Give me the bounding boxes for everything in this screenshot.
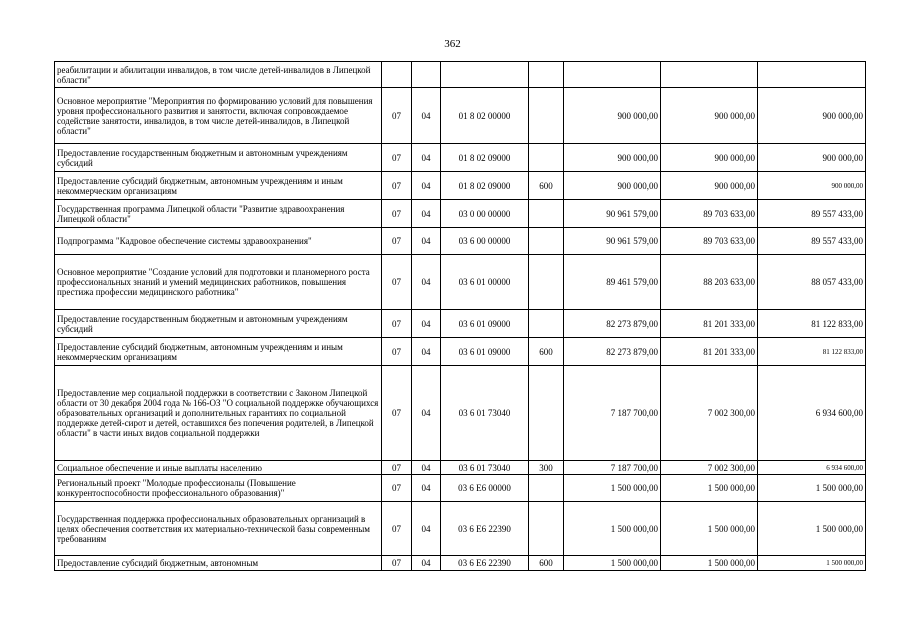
expense-type-code bbox=[529, 475, 564, 502]
subsection-code: 04 bbox=[412, 228, 441, 255]
expense-type-code: 600 bbox=[529, 556, 564, 571]
expense-type-code bbox=[529, 200, 564, 228]
target-article-code: 01 8 02 00000 bbox=[441, 88, 529, 144]
section-code: 07 bbox=[382, 475, 412, 502]
amount-year-2: 900 000,00 bbox=[661, 172, 758, 200]
amount-year-1: 90 961 579,00 bbox=[564, 200, 661, 228]
amount-year-1: 1 500 000,00 bbox=[564, 556, 661, 571]
expense-type-code bbox=[529, 366, 564, 461]
amount-year-2: 1 500 000,00 bbox=[661, 475, 758, 502]
amount-year-2 bbox=[661, 62, 758, 88]
row-name: Подпрограмма "Кадровое обеспечение системы здравоохранения" bbox=[55, 228, 382, 255]
row-name: Предоставление мер социальной поддержки в соответствии с Законом Липецкой области от 30 декабря 2004 года № 166-ОЗ "О социальной поддержке обучающихся образовательных организаций и дополнительных гарантиях по социальной поддержке детей-сирот и детей, оставшихся без попечения родителей, в Липецкой области" в части иных видов социальной поддержки bbox=[55, 366, 382, 461]
section-code: 07 bbox=[382, 310, 412, 338]
section-code: 07 bbox=[382, 255, 412, 310]
target-article-code: 03 0 00 00000 bbox=[441, 200, 529, 228]
amount-year-1: 7 187 700,00 bbox=[564, 461, 661, 475]
amount-year-3: 6 934 600,00 bbox=[758, 461, 866, 475]
subsection-code: 04 bbox=[412, 338, 441, 366]
section-code: 07 bbox=[382, 88, 412, 144]
amount-year-3: 89 557 433,00 bbox=[758, 228, 866, 255]
expense-type-code: 300 bbox=[529, 461, 564, 475]
amount-year-3: 88 057 433,00 bbox=[758, 255, 866, 310]
amount-year-1: 7 187 700,00 bbox=[564, 366, 661, 461]
table-row bbox=[55, 366, 866, 461]
target-article-code: 03 6 Е6 22390 bbox=[441, 556, 529, 571]
amount-year-2: 900 000,00 bbox=[661, 144, 758, 172]
amount-year-3: 89 557 433,00 bbox=[758, 200, 866, 228]
row-name: Социальное обеспечение и иные выплаты населению bbox=[55, 461, 382, 475]
budget-table-body bbox=[55, 62, 866, 571]
table-row bbox=[55, 338, 866, 366]
target-article-code: 01 8 02 09000 bbox=[441, 172, 529, 200]
row-name: Предоставление государственным бюджетным и автономным учреждениям субсидий bbox=[55, 144, 382, 172]
table-row bbox=[55, 461, 866, 475]
table-row bbox=[55, 475, 866, 502]
amount-year-3: 1 500 000,00 bbox=[758, 502, 866, 556]
section-code: 07 bbox=[382, 502, 412, 556]
subsection-code: 04 bbox=[412, 200, 441, 228]
subsection-code: 04 bbox=[412, 255, 441, 310]
amount-year-1 bbox=[564, 62, 661, 88]
target-article-code: 03 6 Е6 00000 bbox=[441, 475, 529, 502]
row-name: Предоставление субсидий бюджетным, автономным bbox=[55, 556, 382, 571]
section-code: 07 bbox=[382, 172, 412, 200]
section-code: 07 bbox=[382, 461, 412, 475]
subsection-code: 04 bbox=[412, 461, 441, 475]
subsection-code bbox=[412, 62, 441, 88]
table-row bbox=[55, 144, 866, 172]
row-name: Основное мероприятие "Создание условий для подготовки и планомерного роста профессиональных знаний и умений медицинских работников, повышения престижа профессии медицинского работника" bbox=[55, 255, 382, 310]
amount-year-1: 89 461 579,00 bbox=[564, 255, 661, 310]
table-row bbox=[55, 310, 866, 338]
amount-year-3: 1 500 000,00 bbox=[758, 556, 866, 571]
amount-year-2: 89 703 633,00 bbox=[661, 200, 758, 228]
amount-year-2: 81 201 333,00 bbox=[661, 310, 758, 338]
section-code: 07 bbox=[382, 228, 412, 255]
section-code: 07 bbox=[382, 366, 412, 461]
section-code: 07 bbox=[382, 200, 412, 228]
amount-year-2: 89 703 633,00 bbox=[661, 228, 758, 255]
amount-year-1: 82 273 879,00 bbox=[564, 310, 661, 338]
expense-type-code bbox=[529, 88, 564, 144]
amount-year-2: 7 002 300,00 bbox=[661, 366, 758, 461]
expense-type-code bbox=[529, 502, 564, 556]
target-article-code: 03 6 Е6 22390 bbox=[441, 502, 529, 556]
amount-year-3: 900 000,00 bbox=[758, 172, 866, 200]
table-row bbox=[55, 556, 866, 571]
amount-year-2: 81 201 333,00 bbox=[661, 338, 758, 366]
table-row bbox=[55, 200, 866, 228]
subsection-code: 04 bbox=[412, 310, 441, 338]
amount-year-2: 900 000,00 bbox=[661, 88, 758, 144]
amount-year-1: 1 500 000,00 bbox=[564, 502, 661, 556]
expense-type-code bbox=[529, 144, 564, 172]
amount-year-1: 900 000,00 bbox=[564, 144, 661, 172]
table-row bbox=[55, 228, 866, 255]
subsection-code: 04 bbox=[412, 475, 441, 502]
target-article-code: 03 6 01 00000 bbox=[441, 255, 529, 310]
table-row bbox=[55, 62, 866, 88]
page-number: 362 bbox=[444, 38, 461, 50]
subsection-code: 04 bbox=[412, 366, 441, 461]
target-article-code: 03 6 01 09000 bbox=[441, 310, 529, 338]
expense-type-code: 600 bbox=[529, 172, 564, 200]
amount-year-1: 900 000,00 bbox=[564, 172, 661, 200]
budget-table bbox=[54, 61, 866, 571]
amount-year-1: 1 500 000,00 bbox=[564, 475, 661, 502]
amount-year-3: 900 000,00 bbox=[758, 144, 866, 172]
amount-year-2: 1 500 000,00 bbox=[661, 502, 758, 556]
table-row bbox=[55, 255, 866, 310]
amount-year-2: 88 203 633,00 bbox=[661, 255, 758, 310]
row-name: реабилитации и абилитации инвалидов, в том числе детей-инвалидов в Липецкой области" bbox=[55, 62, 382, 88]
target-article-code: 03 6 00 00000 bbox=[441, 228, 529, 255]
amount-year-2: 7 002 300,00 bbox=[661, 461, 758, 475]
table-row bbox=[55, 88, 866, 144]
amount-year-1: 82 273 879,00 bbox=[564, 338, 661, 366]
section-code: 07 bbox=[382, 338, 412, 366]
subsection-code: 04 bbox=[412, 88, 441, 144]
table-row bbox=[55, 172, 866, 200]
subsection-code: 04 bbox=[412, 502, 441, 556]
amount-year-3: 6 934 600,00 bbox=[758, 366, 866, 461]
amount-year-3: 81 122 833,00 bbox=[758, 338, 866, 366]
amount-year-2: 1 500 000,00 bbox=[661, 556, 758, 571]
row-name: Государственная программа Липецкой области "Развитие здравоохранения Липецкой области" bbox=[55, 200, 382, 228]
target-article-code: 01 8 02 09000 bbox=[441, 144, 529, 172]
subsection-code: 04 bbox=[412, 556, 441, 571]
target-article-code bbox=[441, 62, 529, 88]
amount-year-3: 900 000,00 bbox=[758, 88, 866, 144]
table-row bbox=[55, 502, 866, 556]
row-name: Основное мероприятие "Мероприятия по формированию условий для повышения уровня профессионального развития и занятости, включая сопровождаемое содействие занятости, инвалидов, в том числе детей-инвалидов, в Липецкой области" bbox=[55, 88, 382, 144]
row-name: Предоставление субсидий бюджетным, автономным учреждениям и иным некоммерческим организациям bbox=[55, 172, 382, 200]
row-name: Предоставление государственным бюджетным и автономным учреждениям субсидий bbox=[55, 310, 382, 338]
expense-type-code bbox=[529, 228, 564, 255]
row-name: Региональный проект "Молодые профессионалы (Повышение конкурентоспособности профессионального образования)" bbox=[55, 475, 382, 502]
amount-year-1: 900 000,00 bbox=[564, 88, 661, 144]
amount-year-3: 81 122 833,00 bbox=[758, 310, 866, 338]
row-name: Государственная поддержка профессиональных образовательных организаций в целях обеспечения соответствия их материально-технической базы современным требованиям bbox=[55, 502, 382, 556]
subsection-code: 04 bbox=[412, 172, 441, 200]
amount-year-3 bbox=[758, 62, 866, 88]
expense-type-code: 600 bbox=[529, 338, 564, 366]
amount-year-3: 1 500 000,00 bbox=[758, 475, 866, 502]
target-article-code: 03 6 01 73040 bbox=[441, 366, 529, 461]
section-code: 07 bbox=[382, 144, 412, 172]
section-code bbox=[382, 62, 412, 88]
row-name: Предоставление субсидий бюджетным, автономным учреждениям и иным некоммерческим организациям bbox=[55, 338, 382, 366]
subsection-code: 04 bbox=[412, 144, 441, 172]
expense-type-code bbox=[529, 255, 564, 310]
expense-type-code bbox=[529, 62, 564, 88]
amount-year-1: 90 961 579,00 bbox=[564, 228, 661, 255]
target-article-code: 03 6 01 09000 bbox=[441, 338, 529, 366]
target-article-code: 03 6 01 73040 bbox=[441, 461, 529, 475]
section-code: 07 bbox=[382, 556, 412, 571]
expense-type-code bbox=[529, 310, 564, 338]
